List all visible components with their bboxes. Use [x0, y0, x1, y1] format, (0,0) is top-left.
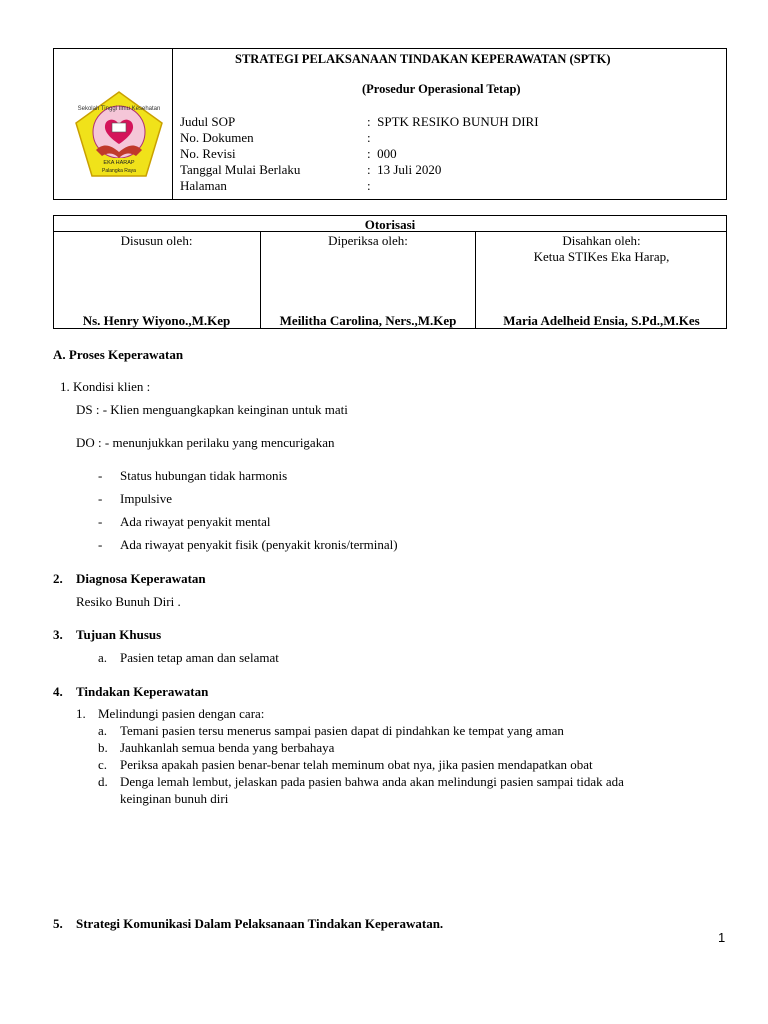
bullet-dash: -: [98, 514, 103, 529]
list-item: Periksa apakah pasien benar-benar telah meminum obat nya, jika pasien mendapatkan obat: [120, 757, 593, 772]
logo-emblem: [74, 90, 164, 180]
item4-subitem-number: 1.: [76, 706, 86, 721]
item5-heading: Strategi Komunikasi Dalam Pelaksanaan Tindakan Keperawatan.: [76, 916, 444, 931]
item4-heading: Tindakan Keperawatan: [76, 684, 209, 699]
do-line: DO : - menunjukkan perilaku yang mencurigakan: [76, 435, 335, 450]
item4-subitem-text: Melindungi pasien dengan cara:: [98, 706, 265, 721]
meta-colon: : 000: [367, 146, 397, 161]
item2-text: Resiko Bunuh Diri .: [76, 594, 181, 609]
item3-heading: Tujuan Khusus: [76, 627, 162, 642]
section-a-heading: A. Proses Keperawatan: [53, 347, 184, 362]
meta-label-halaman: Halaman: [180, 178, 227, 193]
bullet-dash: -: [98, 468, 103, 483]
document-title: STRATEGI PELAKSANAAN TINDAKAN KEPERAWATAN (SPTK): [235, 52, 611, 66]
bullet-item: Ada riwayat penyakit fisik (penyakit kronis/terminal): [120, 537, 398, 552]
list-item: Temani pasien tersu menerus sampai pasien dapat di pindahkan ke tempat yang aman: [120, 723, 564, 738]
header-divider: [172, 48, 173, 200]
meta-value-tanggal: 13 Juli 2020: [377, 162, 442, 177]
logo-bottom-text: EKA HARAP: [103, 160, 135, 166]
page-number: 1: [718, 930, 726, 945]
reviewed-by-name: Meilitha Carolina, Ners.,M.Kep: [279, 313, 457, 328]
meta-colon: : 13 Juli 2020: [367, 162, 442, 177]
bullet-dash: -: [98, 537, 103, 552]
bullet-item: Impulsive: [120, 491, 172, 506]
item1-heading: 1. Kondisi klien :: [60, 379, 151, 394]
approved-by-position: Ketua STIKes Eka Harap,: [533, 249, 670, 264]
authorization-title: Otorisasi: [364, 217, 416, 232]
meta-colon: :: [367, 130, 374, 145]
meta-colon: :: [367, 178, 374, 193]
item2-heading: Diagnosa Keperawatan: [76, 571, 206, 586]
ds-line: DS : - Klien menguangkapkan keinginan untuk mati: [76, 402, 348, 417]
institution-logo: [74, 90, 164, 180]
logo-top-text: Sekolah Tinggi Ilmu Kesehatan: [77, 106, 161, 112]
bullet-dash: -: [98, 491, 103, 506]
item2-number: 2.: [53, 571, 63, 586]
meta-value-judul: SPTK RESIKO BUNUH DIRI: [377, 114, 539, 129]
list-letter: d.: [98, 774, 108, 789]
list-item-continuation: keinginan bunuh diri: [120, 791, 229, 806]
approved-by-heading: Disahkan oleh:: [562, 233, 641, 248]
meta-label-dokumen: No. Dokumen: [180, 130, 254, 145]
meta-colon: : SPTK RESIKO BUNUH DIRI: [367, 114, 539, 129]
list-letter: a.: [98, 723, 108, 738]
document-subtitle: (Prosedur Operasional Tetap): [362, 82, 521, 96]
meta-label-tanggal: Tanggal Mulai Berlaku: [180, 162, 301, 177]
item3-number: 3.: [53, 627, 63, 642]
reviewed-by-heading: Diperiksa oleh:: [328, 233, 408, 248]
meta-value-revisi: 000: [377, 146, 397, 161]
meta-label-judul: Judul SOP: [180, 114, 236, 129]
bullet-item: Status hubungan tidak harmonis: [120, 468, 288, 483]
prepared-by-name: Ns. Henry Wiyono.,M.Kep: [82, 313, 231, 328]
item3-text: Pasien tetap aman dan selamat: [120, 650, 279, 665]
item5-number: 5.: [53, 916, 63, 931]
approved-by-name: Maria Adelheid Ensia, S.Pd.,M.Kes: [503, 313, 700, 328]
list-item: Denga lemah lembut, jelaskan pada pasien bahwa anda akan melindungi pasien sampai tidak ada: [120, 774, 624, 789]
item3-letter: a.: [98, 650, 108, 665]
bullet-item: Ada riwayat penyakit mental: [120, 514, 271, 529]
logo-city-text: Palangka Raya: [102, 168, 136, 174]
list-letter: c.: [98, 757, 108, 772]
list-item: Jauhkanlah semua benda yang berbahaya: [120, 740, 335, 755]
list-letter: b.: [98, 740, 108, 755]
meta-label-revisi: No. Revisi: [180, 146, 236, 161]
item4-number: 4.: [53, 684, 63, 699]
prepared-by-heading: Disusun oleh:: [120, 233, 193, 248]
